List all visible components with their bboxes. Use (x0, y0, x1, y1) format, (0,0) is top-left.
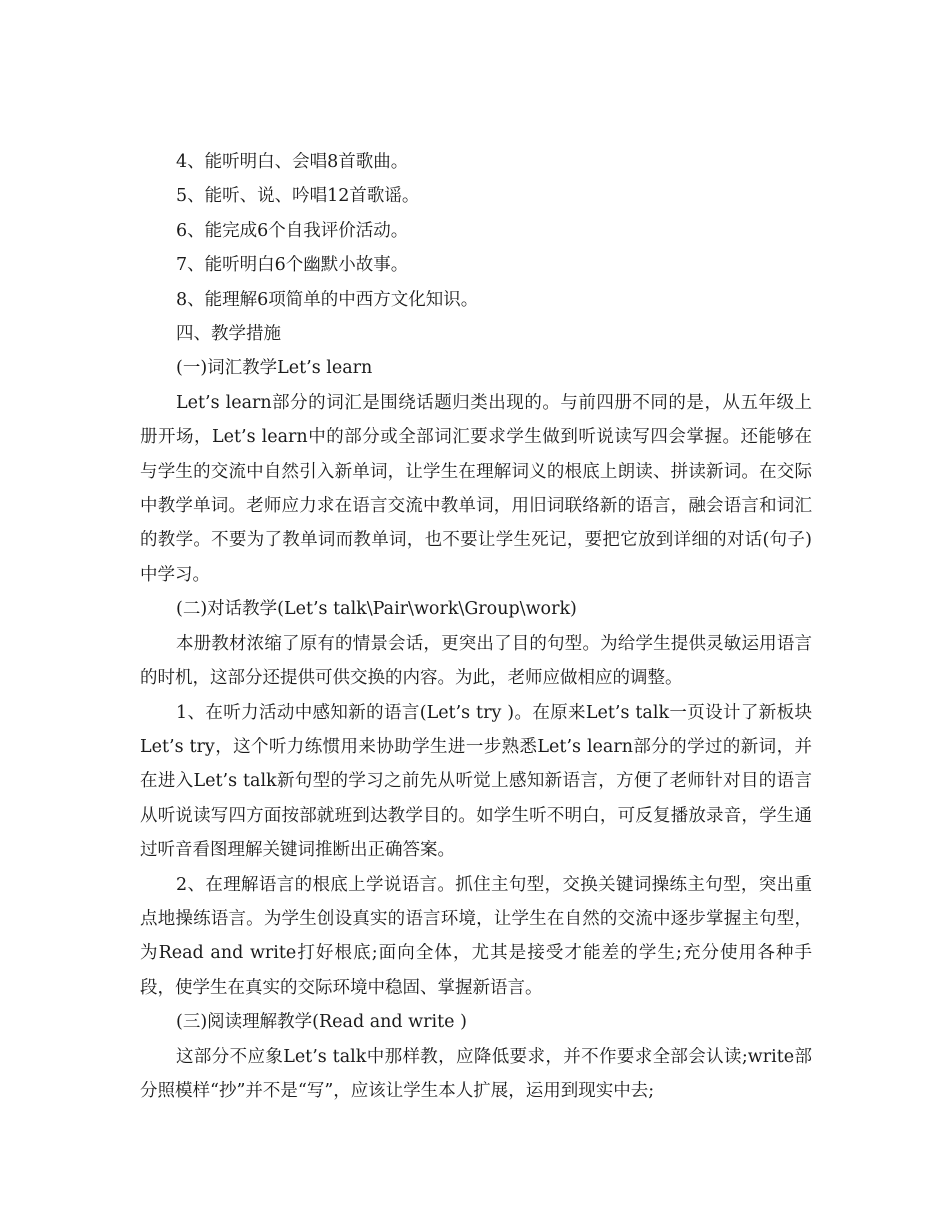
paragraph-listening: 1、在听力活动中感知新的语言(Let’s try )。在原来Let’s talk一页设计了新板块Let’s try，这个听力练惯用来协助学生进一步熟悉Let’s learn部分的学过的新词，并在进入Let’s talk新句型的学习之前先从听觉上感知新语言，方便了老师针对目的语言从听说读写四方面按部就班到达教学目的。如学生听不明白，可反复播放录音，学生通过听音看图理解关键词推断出正确答案。 (140, 702, 812, 861)
paragraph-dialogue-intro: 本册教材浓缩了原有的情景会话，更突出了目的句型。为给学生提供灵敏运用语言的时机，这部分还提供可供交换的内容。为此，老师应做相应的调整。 (140, 633, 812, 689)
paragraph-vocabulary: Let’s learn部分的词汇是围绕话题归类出现的。与前四册不同的是，从五年级上册开场，Let’s learn中的部分或全部词汇要求学生做到听说读写四会掌握。还能够在与学生的交流中自然引入新单词，让学生在理解词义的根底上朗读、拼读新词。在交际中教学单词。老师应力求在语言交流中教单词，用旧词联络新的语言，融会语言和词汇的教学。不要为了教单词而教单词，也不要让学生死记，要把它放到详细的对话(句子)中学习。 (140, 392, 812, 585)
section-heading-teaching-measures: 四、教学措施 (176, 324, 281, 345)
subheading-reading-teaching: (三)阅读理解教学(Read and write ) (176, 1012, 467, 1033)
subheading-vocabulary-teaching: (一)词汇教学Let’s learn (176, 358, 373, 379)
list-item-goal-6: 6、能完成6个自我评价活动。 (176, 220, 409, 241)
paragraph-reading: 这部分不应象Let’s talk中那样教，应降低要求，并不作要求全部会认读;write部分照模样“抄”并不是“写”，应该让学生本人扩展，运用到现实中去; (140, 1046, 812, 1101)
document-body (140, 145, 812, 1108)
paragraph-speaking: 2、在理解语言的根底上学说语言。抓住主句型，交换关键词操练主句型，突出重点地操练语言。为学生创设真实的语言环境，让学生在自然的交流中逐步掌握主句型，为Read and write打好根底;面向全体，尤其是接受才能差的学生;充分使用各种手段，使学生在真实的交际环境中稳固、掌握新语言。 (140, 874, 812, 998)
list-item-goal-7: 7、能听明白6个幽默小故事。 (176, 255, 409, 276)
list-item-goal-5: 5、能听、说、吟唱12首歌谣。 (176, 186, 420, 207)
list-item-goal-4: 4、能听明白、会唱8首歌曲。 (176, 152, 409, 172)
subheading-dialogue-teaching: (二)对话教学(Let’s talk\Pair\work\Group\work) (176, 599, 577, 620)
list-item-goal-8: 8、能理解6项简单的中西方文化知识。 (176, 289, 479, 310)
